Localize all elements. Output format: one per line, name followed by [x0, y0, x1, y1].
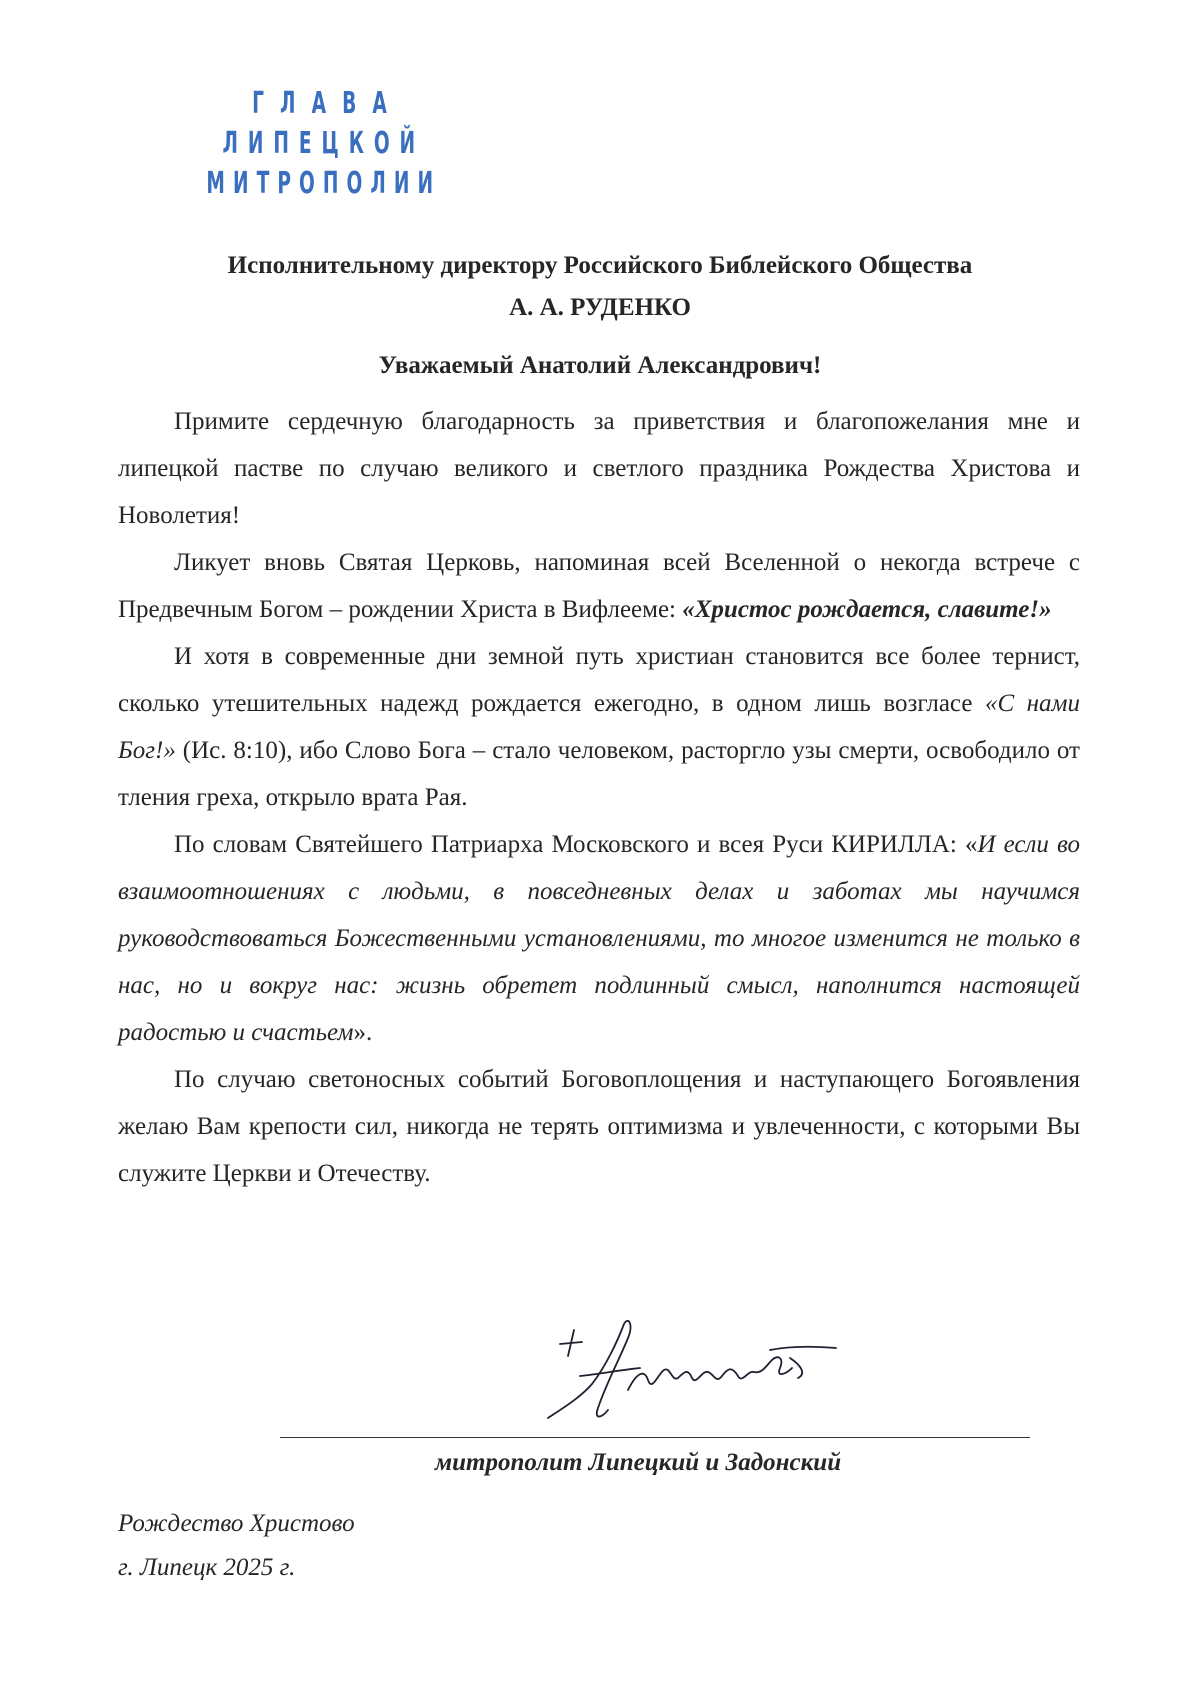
letterhead-logo — [175, 84, 442, 204]
paragraph-1: Примите сердечную благодарность за приветствия и благопожелания мне и липецкой пастве по случаю великого и светлого праздника Рождества Христова и Новолетия! — [118, 408, 1080, 529]
letterhead-line-1: ГЛАВА — [252, 86, 403, 121]
paragraph-2 — [118, 539, 1080, 633]
scripture-quote: «С нами Бог!» — [118, 690, 1080, 764]
salutation: Уважаемый Анатолий Александрович! — [378, 352, 822, 379]
dateline — [118, 1502, 618, 1590]
signature-line — [280, 1437, 1030, 1438]
handwritten-signature — [540, 1318, 850, 1428]
signatory-title: митрополит Липецкий и Задонский — [435, 1449, 842, 1476]
dateline-occasion: Рождество Христово — [118, 1510, 355, 1537]
letterhead-line-2: ЛИПЕЦКОЙ — [222, 126, 426, 161]
letter-body — [118, 398, 1080, 1197]
paragraph-5: По случаю светоносных событий Боговоплощения и наступающего Богоявления желаю Вам крепости сил, никогда не терять оптимизма и увлеченности, с которыми Вы служите Церкви и Отечеству. — [118, 1066, 1080, 1187]
letterhead-line-3: МИТРОПОЛИИ — [206, 166, 442, 201]
addressee-position: Исполнительному директору Российского Библейского Общества — [227, 252, 973, 279]
paragraph-4-text-after: ». — [353, 1019, 373, 1046]
patriarch-quote: И если во взаимоотношениях с людьми, в повседневных делах и заботах мы научимся руководствоваться Божественными установлениями, то многое изменится не только в нас, но и вокруг нас: жизнь обретет подлинный смысл, наполнится настоящей радостью и счастьем — [118, 831, 1081, 1046]
addressee-block — [100, 245, 1100, 329]
christmas-greeting-quote: «Христос рождается, славите!» — [682, 596, 1052, 623]
addressee-name: А. А. РУДЕНКО — [509, 294, 691, 321]
paragraph-3-text-before: И хотя в современные дни земной путь христиан становится все более тернист, сколько утешительных надежд рождается ежегодно, в одном лишь возгласе — [118, 643, 1080, 717]
paragraph-2-text: Ликует вновь Святая Церковь, напоминая всей Вселенной о некогда встрече с Предвечным Богом – рождении Христа в Вифлееме: — [118, 549, 1080, 623]
dateline-place-year: г. Липецк 2025 г. — [118, 1554, 296, 1581]
paragraph-4-text-before: По словам Святейшего Патриарха Московского и всея Руси КИРИЛЛА: « — [174, 831, 978, 858]
paragraph-4 — [118, 821, 1080, 1056]
paragraph-3-text-after: (Ис. 8:10), ибо Слово Бога – стало человеком, расторгло узы смерти, освободило от тления греха, открыло врата Рая. — [118, 737, 1080, 811]
paragraph-3 — [118, 633, 1080, 821]
